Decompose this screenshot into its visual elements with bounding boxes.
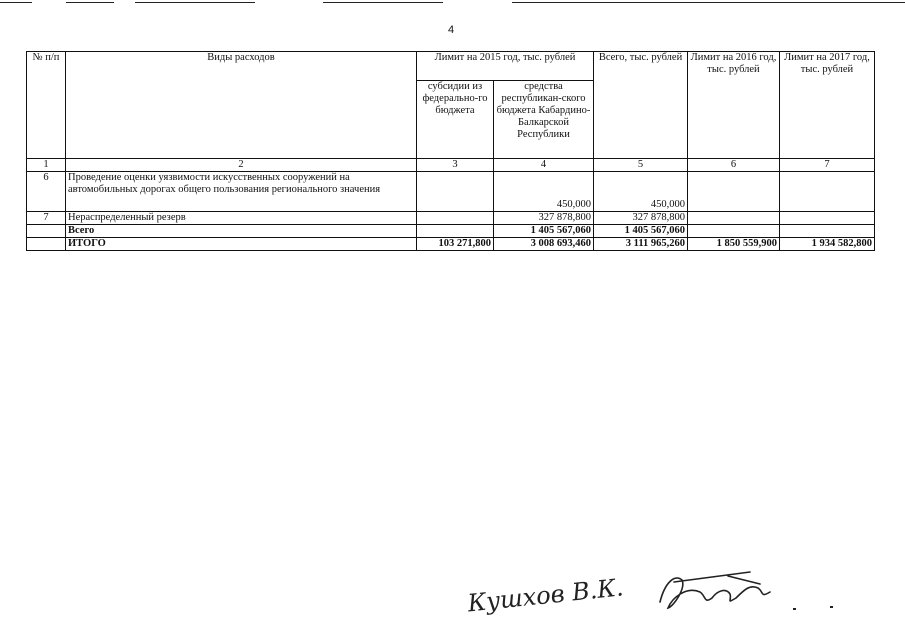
col-number: 1	[27, 159, 66, 172]
col-number: 3	[417, 159, 494, 172]
top-rule-3	[323, 2, 443, 3]
row-2017	[780, 212, 875, 225]
row-republic: 327 878,800	[494, 212, 594, 225]
scan-speck	[793, 608, 796, 610]
col-number: 4	[494, 159, 594, 172]
row-2017	[780, 172, 875, 212]
top-rule-1	[66, 2, 114, 3]
row-total: 450,000	[594, 172, 688, 212]
vsego-2016	[688, 225, 780, 238]
header-federal: субсидии из федерально-го бюджета	[417, 81, 494, 159]
row-num: 7	[27, 212, 66, 225]
top-rule-left	[0, 2, 32, 3]
vsego-2017	[780, 225, 875, 238]
vsego-num	[27, 225, 66, 238]
itogo-total: 3 111 965,260	[594, 238, 688, 251]
itogo-2016: 1 850 559,900	[688, 238, 780, 251]
itogo-2017: 1 934 582,800	[780, 238, 875, 251]
table-row	[27, 172, 875, 212]
row-federal	[417, 172, 494, 212]
row-name: Проведение оценки уязвимости искусственных сооружений на автомобильных дорогах общего пользования регионального значения	[66, 172, 417, 212]
col-number: 6	[688, 159, 780, 172]
itogo-federal: 103 271,800	[417, 238, 494, 251]
header-types: Виды расходов	[66, 52, 417, 159]
col-number: 2	[66, 159, 417, 172]
vsego-total: 1 405 567,060	[594, 225, 688, 238]
table-row	[27, 212, 875, 225]
signer-name: Кушхов В.К.	[466, 573, 625, 618]
row-republic: 450,000	[494, 172, 594, 212]
scan-speck	[830, 606, 833, 608]
header-row	[27, 52, 875, 81]
header-limit-2016: Лимит на 2016 год, тыс. рублей	[688, 52, 780, 159]
itogo-label: ИТОГО	[66, 238, 417, 251]
row-2016	[688, 212, 780, 225]
vsego-label: Всего	[66, 225, 417, 238]
itogo-row	[27, 238, 875, 251]
top-rule-4	[512, 2, 905, 3]
header-num: № п/п	[27, 52, 66, 159]
header-limit-2015: Лимит на 2015 год, тыс. рублей	[417, 52, 594, 81]
budget-table	[26, 51, 875, 251]
row-2016	[688, 172, 780, 212]
header-limit-2017: Лимит на 2017 год, тыс. рублей	[780, 52, 875, 159]
top-rule-2	[135, 2, 255, 3]
vsego-federal	[417, 225, 494, 238]
col-number: 5	[594, 159, 688, 172]
row-total: 327 878,800	[594, 212, 688, 225]
column-number-row	[27, 159, 875, 172]
col-number: 7	[780, 159, 875, 172]
vsego-row	[27, 225, 875, 238]
vsego-republic: 1 405 567,060	[494, 225, 594, 238]
row-num: 6	[27, 172, 66, 212]
handwritten-signature	[460, 562, 800, 632]
row-federal	[417, 212, 494, 225]
itogo-republic: 3 008 693,460	[494, 238, 594, 251]
page-number: 4	[448, 24, 455, 36]
header-republic: средства республикан-ского бюджета Кабардино-Балкарской Республики	[494, 81, 594, 159]
itogo-num	[27, 238, 66, 251]
signature-mark	[660, 572, 770, 608]
row-name: Нераспределенный резерв	[66, 212, 417, 225]
header-total: Всего, тыс. рублей	[594, 52, 688, 159]
